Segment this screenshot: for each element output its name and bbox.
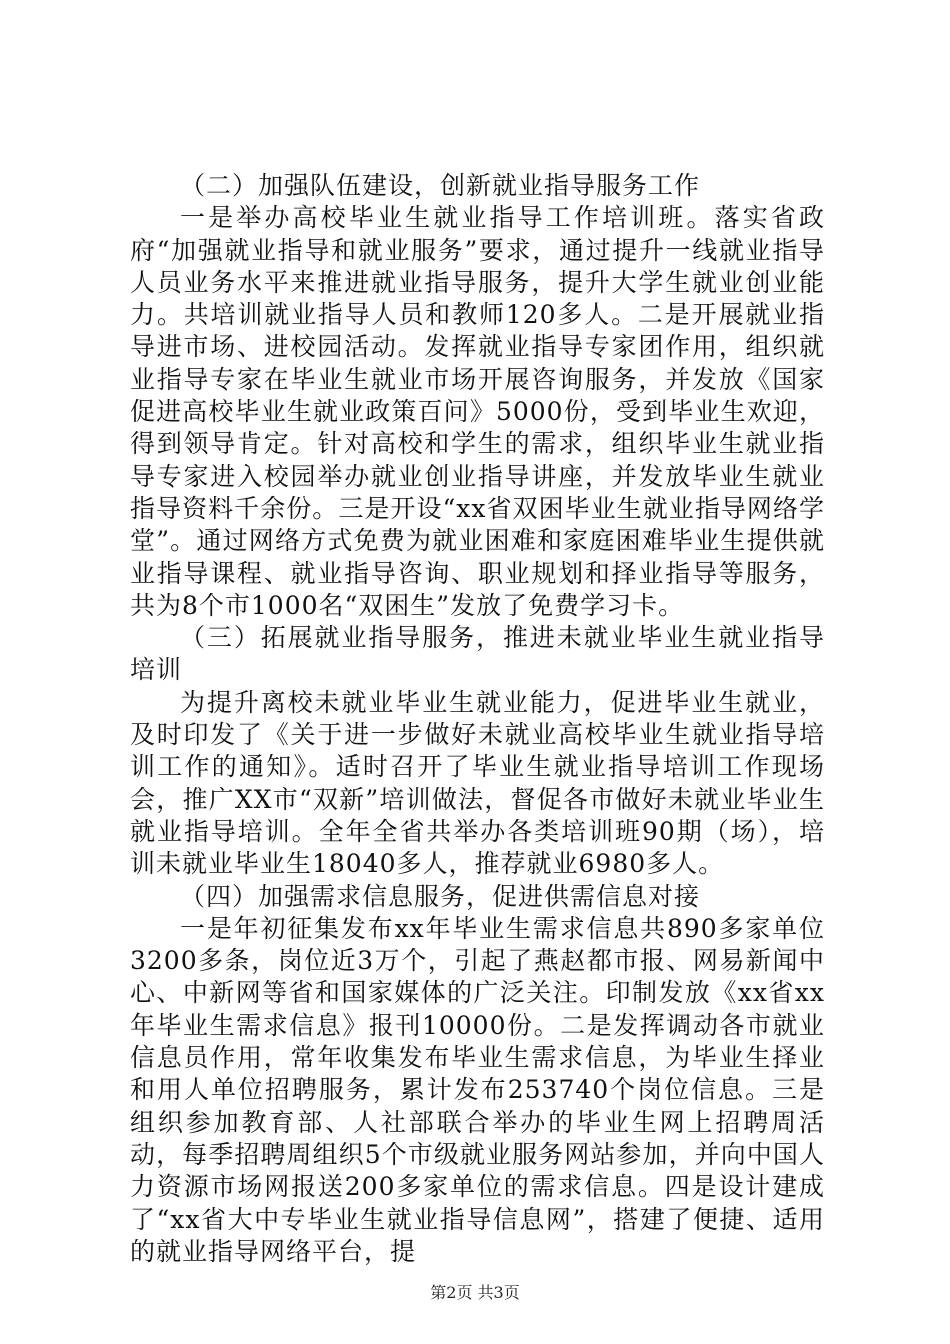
- body-paragraph: 一是举办高校毕业生就业指导工作培训班。落实省政府“加强就业指导和就业服务”要求，通过提升一线就业指导人员业务水平来推进就业指导服务，提升大学生就业创业能力。共培训就业指导人员和教师120多人。二是开展就业指导进市场、进校园活动。发挥就业指导专家团作用，组织就业指导专家在毕业生就业市场开展咨询服务，并发放《国家促进高校毕业生就业政策百问》5000份，受到毕业生欢迎，得到领导肯定。针对高校和学生的需求，组织毕业生就业指导专家进入校园举办就业创业指导讲座，并发放毕业生就业指导资料千余份。三是开设“xx省双困毕业生就业指导网络学堂”。通过网络方式免费为就业困难和家庭困难毕业生提供就业指导课程、就业指导咨询、职业规划和择业指导等服务，共为8个市1000名“双困生”发放了免费学习卡。: [130, 203, 825, 620]
- section-heading-3: （三）拓展就业指导服务，推进未就业毕业生就业指导培训: [130, 623, 825, 685]
- section-heading-4: （四）加强需求信息服务，促进供需信息对接: [180, 881, 701, 911]
- body-paragraph: 一是年初征集发布xx年毕业生需求信息共890多家单位3200多条，岗位近3万个，引起了燕赵都市报、网易新闻中心、中新网等省和国家媒体的广泛关注。印制发放《xx省xx年毕业生需求信息》报刊10000份。二是发挥调动各市就业信息员作用，常年收集发布毕业生需求信息，为毕业生择业和用人单位招聘服务，累计发布253740个岗位信息。三是组织参加教育部、人社部联合举办的毕业生网上招聘周活动，每季招聘周组织5个市级就业服务网站参加，并向中国人力资源市场网报送200多家单位的需求信息。四是设计建成了“xx省大中专毕业生就业指导信息网”，搭建了便捷、适用的就业指导网络平台，提: [130, 913, 825, 1266]
- document-body: [130, 170, 825, 1268]
- page-footer: 第2页 共3页: [430, 1283, 520, 1302]
- section-heading-2: （二）加强队伍建设，创新就业指导服务工作: [180, 171, 701, 200]
- body-paragraph: 为提升离校未就业毕业生就业能力，促进毕业生就业，及时印发了《关于进一步做好未就业高校毕业生就业指导培训工作的通知》。适时召开了毕业生就业指导培训工作现场会，推广XX市“双新”培训做法，督促各市做好未就业毕业生就业指导培训。全年全省共举办各类培训班90期（场），培训未就业毕业生18040多人，推荐就业6980多人。: [130, 687, 825, 879]
